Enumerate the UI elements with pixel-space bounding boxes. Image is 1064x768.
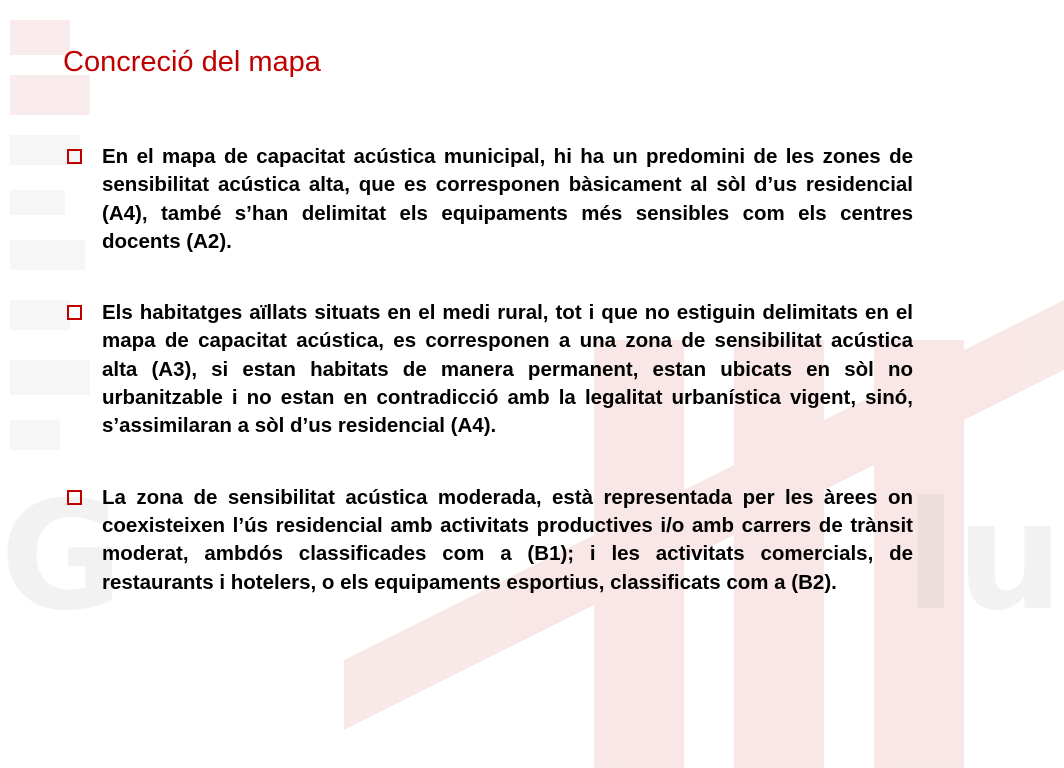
watermark-letters-right: lu <box>905 470 1064 644</box>
bullet-item <box>63 143 913 256</box>
bullet-list <box>63 143 913 640</box>
watermark-letters: G <box>0 470 130 644</box>
hollow-square-icon <box>67 149 82 164</box>
hollow-square-icon <box>67 490 82 505</box>
bullet-text: En el mapa de capacitat acústica municipal, hi ha un predomini de les zones de sensibilitat acústica alta, que es corresponen bàsicament al sòl d’us residencial (A4), també s’han delimitat els equipaments més sensibles com els centres docents (A2). <box>102 145 913 253</box>
bullet-text: La zona de sensibilitat acústica moderada, està representada per les àrees on coexisteixen l’ús residencial amb activitats productives i/o amb carrers de trànsit moderat, ambdós classificades com a (B1); i les activitats comercials, de restaurants i hotelers, o els equipaments esportius, classificats com a (B2). <box>102 485 913 594</box>
hollow-square-icon <box>67 305 82 320</box>
bullet-text: Els habitatges aïllats situats en el medi rural, tot i que no estiguin delimitats en el mapa de capacitat acústica, es corresponen a una zona de sensibilitat acústica alta (A3), si estan habitats de manera permanent, estan ubicats en sòl no urbanitzable i no estan en contradicció amb la legalitat urbanística vigent, sinó, s’assimilaran a sòl d’us residencial (A4). <box>102 301 913 438</box>
bullet-item <box>63 299 913 440</box>
bullet-item <box>63 484 913 597</box>
slide-title: Concreció del mapa <box>63 46 321 78</box>
